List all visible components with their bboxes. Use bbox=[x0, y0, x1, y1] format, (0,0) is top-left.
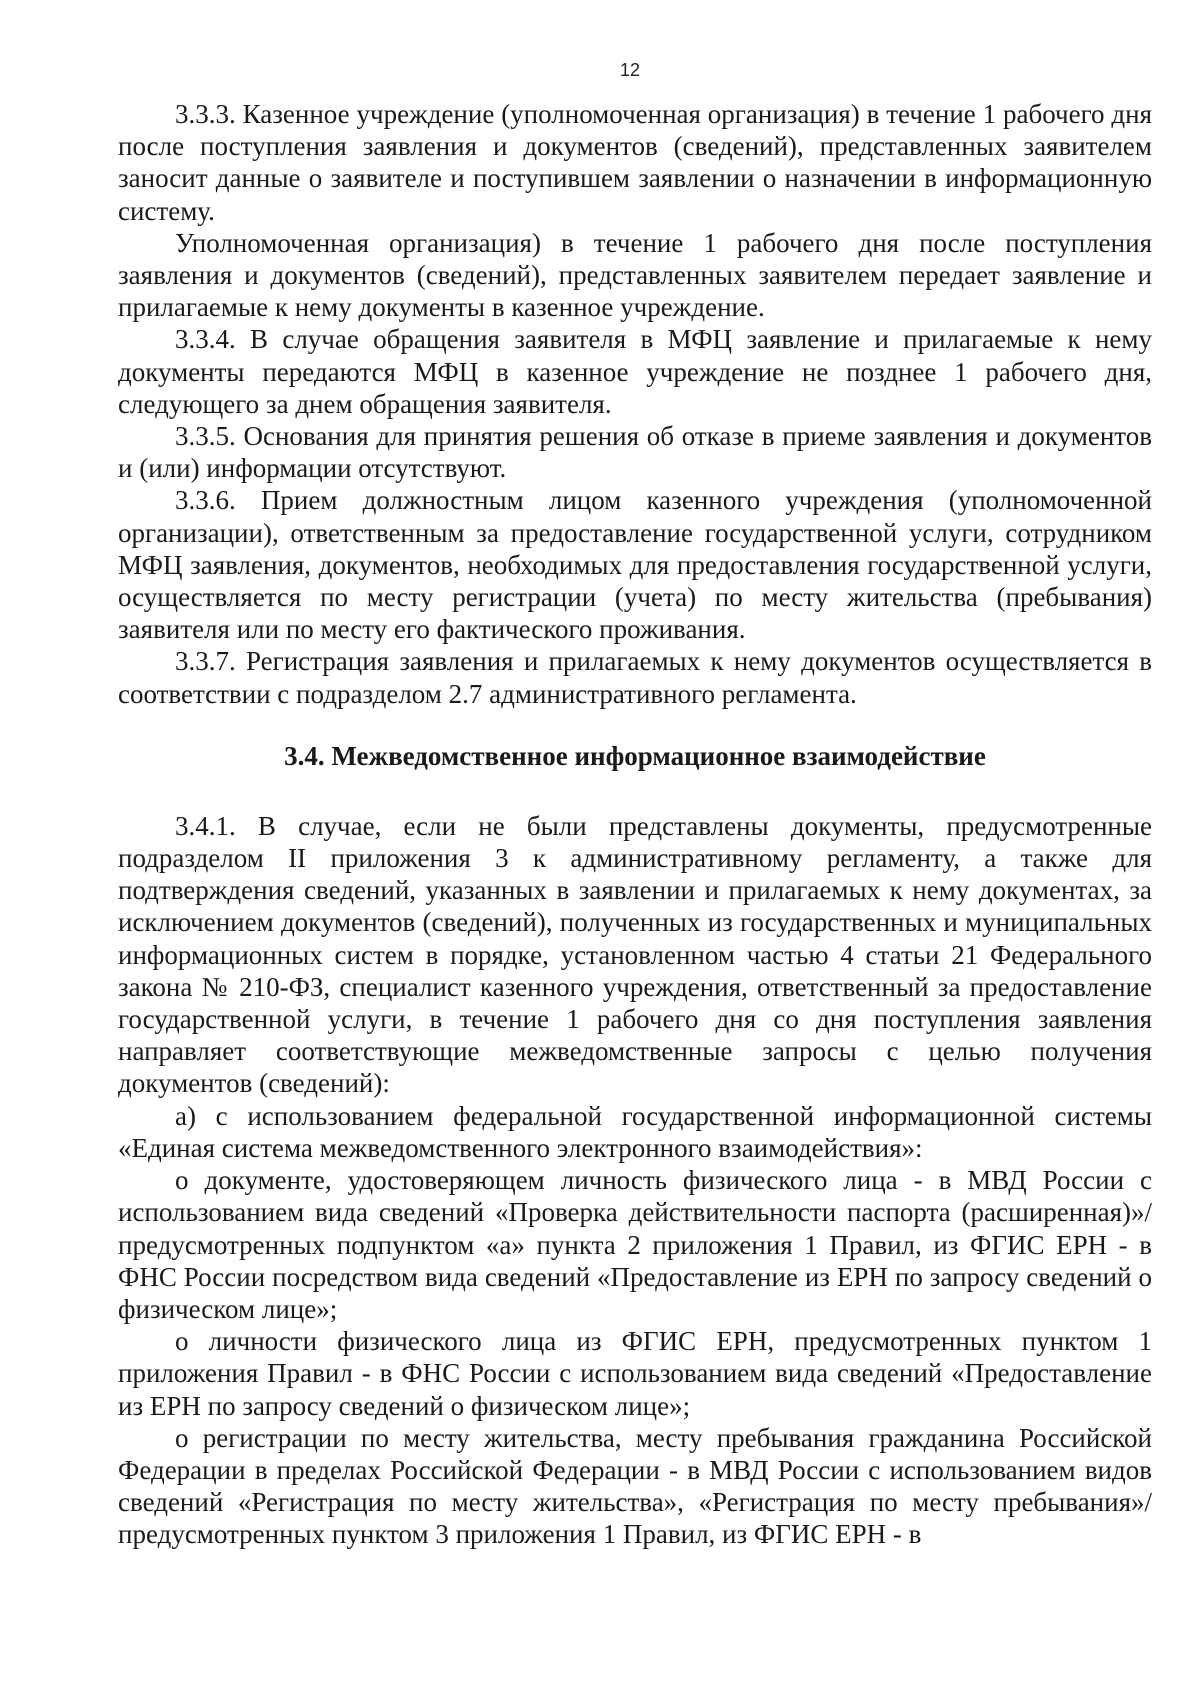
paragraph-3-3-7: 3.3.7. Регистрация заявления и прилагаемых к нему документов осуществляется в соответствии с подразделом 2.7 административного регламента. bbox=[118, 646, 1152, 709]
page-number: 12 bbox=[619, 60, 641, 80]
document-body bbox=[118, 98, 1152, 1551]
paragraph-3-3-5: 3.3.5. Основания для принятия решения об отказе в приеме заявления и документов и (или) информации отсутствуют. bbox=[118, 421, 1152, 484]
paragraph-3-3-3: 3.3.3. Казенное учреждение (уполномоченная организация) в течение 1 рабочего дня после поступления заявления и документов (сведений), представленных заявителем заносит данные о заявителе и поступившем заявлении о назначении в информационную систему. bbox=[118, 99, 1152, 226]
paragraph-registration: о регистрации по месту жительства, месту пребывания гражданина Российской Федерации в пределах Российской Федерации - в МВД России с использованием видов сведений «Регистрация по месту жительства», «Регистрация по месту пребывания»/предусмотренных пунктом 3 приложения 1 Правил, из ФГИС ЕРН - в bbox=[118, 1422, 1152, 1550]
paragraph-personal-data: о личности физического лица из ФГИС ЕРН, предусмотренных пунктом 1 приложения Правил - в ФНС России с использованием вида сведений «Предоставление из ЕРН по запросу сведений о физическом лице»; bbox=[118, 1326, 1152, 1421]
paragraph-item-a: а) с использованием федеральной государственной информационной системы «Единая система межведомственного электронного взаимодействия»: bbox=[118, 1100, 1152, 1163]
paragraph-identity-document: о документе, удостоверяющем личность физического лица - в МВД России с использованием вида сведений «Проверка действительности паспорта (расширенная)»/предусмотренных подпунктом «а» пункта 2 приложения 1 Правил, из ФГИС ЕРН - в ФНС России посредством вида сведений «Предоставление из ЕРН по запросу сведений о физическом лице»; bbox=[118, 1165, 1152, 1324]
paragraph-3-3-4: 3.3.4. В случае обращения заявителя в МФЦ заявление и прилагаемые к нему документы передаются МФЦ в казенное учреждение не позднее 1 рабочего дня, следующего за днем обращения заявителя. bbox=[118, 324, 1152, 419]
section-heading: 3.4. Межведомственное информационное взаимодействие bbox=[284, 740, 986, 771]
paragraph-3-3-6: 3.3.6. Прием должностным лицом казенного учреждения (уполномоченной организации), ответственным за предоставление государственной услуги, сотрудником МФЦ заявления, документов, необходимых для предоставления государственной услуги, осуществляется по месту регистрации (учета) по месту жительства (пребывания) заявителя или по месту его фактического проживания. bbox=[118, 485, 1152, 645]
paragraph-authorized-org: Уполномоченная организация) в течение 1 рабочего дня после поступления заявления и документов (сведений), представленных заявителем передает заявление и прилагаемые к нему документы в казенное учреждение. bbox=[118, 227, 1152, 323]
paragraph-3-4-1: 3.4.1. В случае, если не были представлены документы, предусмотренные подразделом II приложения 3 к административному регламенту, а также для подтверждения сведений, указанных в заявлении и прилагаемых к нему документах, за исключением документов (сведений), полученных из государственных и муниципальных информационных систем в порядке, установленном частью 4 статьи 21 Федерального закона № 210-ФЗ, специалист казенного учреждения, ответственный за предоставление государственной услуги, в течение 1 рабочего дня со дня поступления заявления направляет соответствующие межведомственные запросы с целью получения документов (сведений): bbox=[118, 810, 1152, 1099]
